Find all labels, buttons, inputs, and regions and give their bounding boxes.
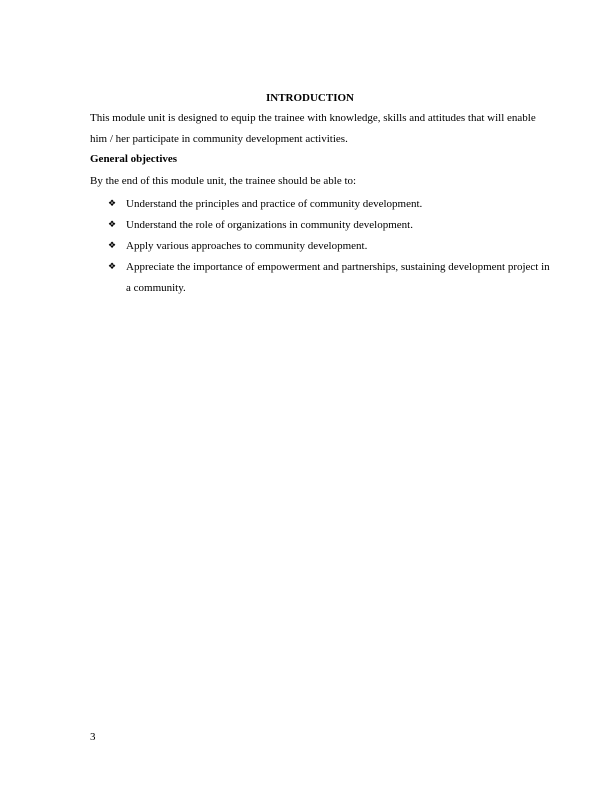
objective-text: Appreciate the importance of empowerment and partnerships, sustaining development project in a community. [126,261,550,294]
diamond-bullet-icon: ❖ [108,220,117,230]
objective-item [90,215,550,236]
page-title: INTRODUCTION [265,92,354,104]
diamond-bullet-icon: ❖ [108,262,117,272]
objective-text: Understand the role of organizations in community development. [126,219,413,231]
diamond-bullet-icon: ❖ [108,241,117,251]
objective-item [90,194,550,215]
page-number: 3 [90,731,96,743]
objectives-list [90,194,550,299]
objective-text: Understand the principles and practice of community development. [126,198,423,210]
objectives-lead: By the end of this module unit, the trainee should be able to: [90,175,357,187]
objective-item [90,257,550,299]
objective-text: Apply various approaches to community development. [126,240,368,252]
diamond-bullet-icon: ❖ [108,199,117,209]
intro-paragraph: This module unit is designed to equip the trainee with knowledge, skills and attitudes that will enable him / her participate in community development activities. [90,112,536,145]
objectives-heading: General objectives [90,153,178,165]
objective-item [90,236,550,257]
